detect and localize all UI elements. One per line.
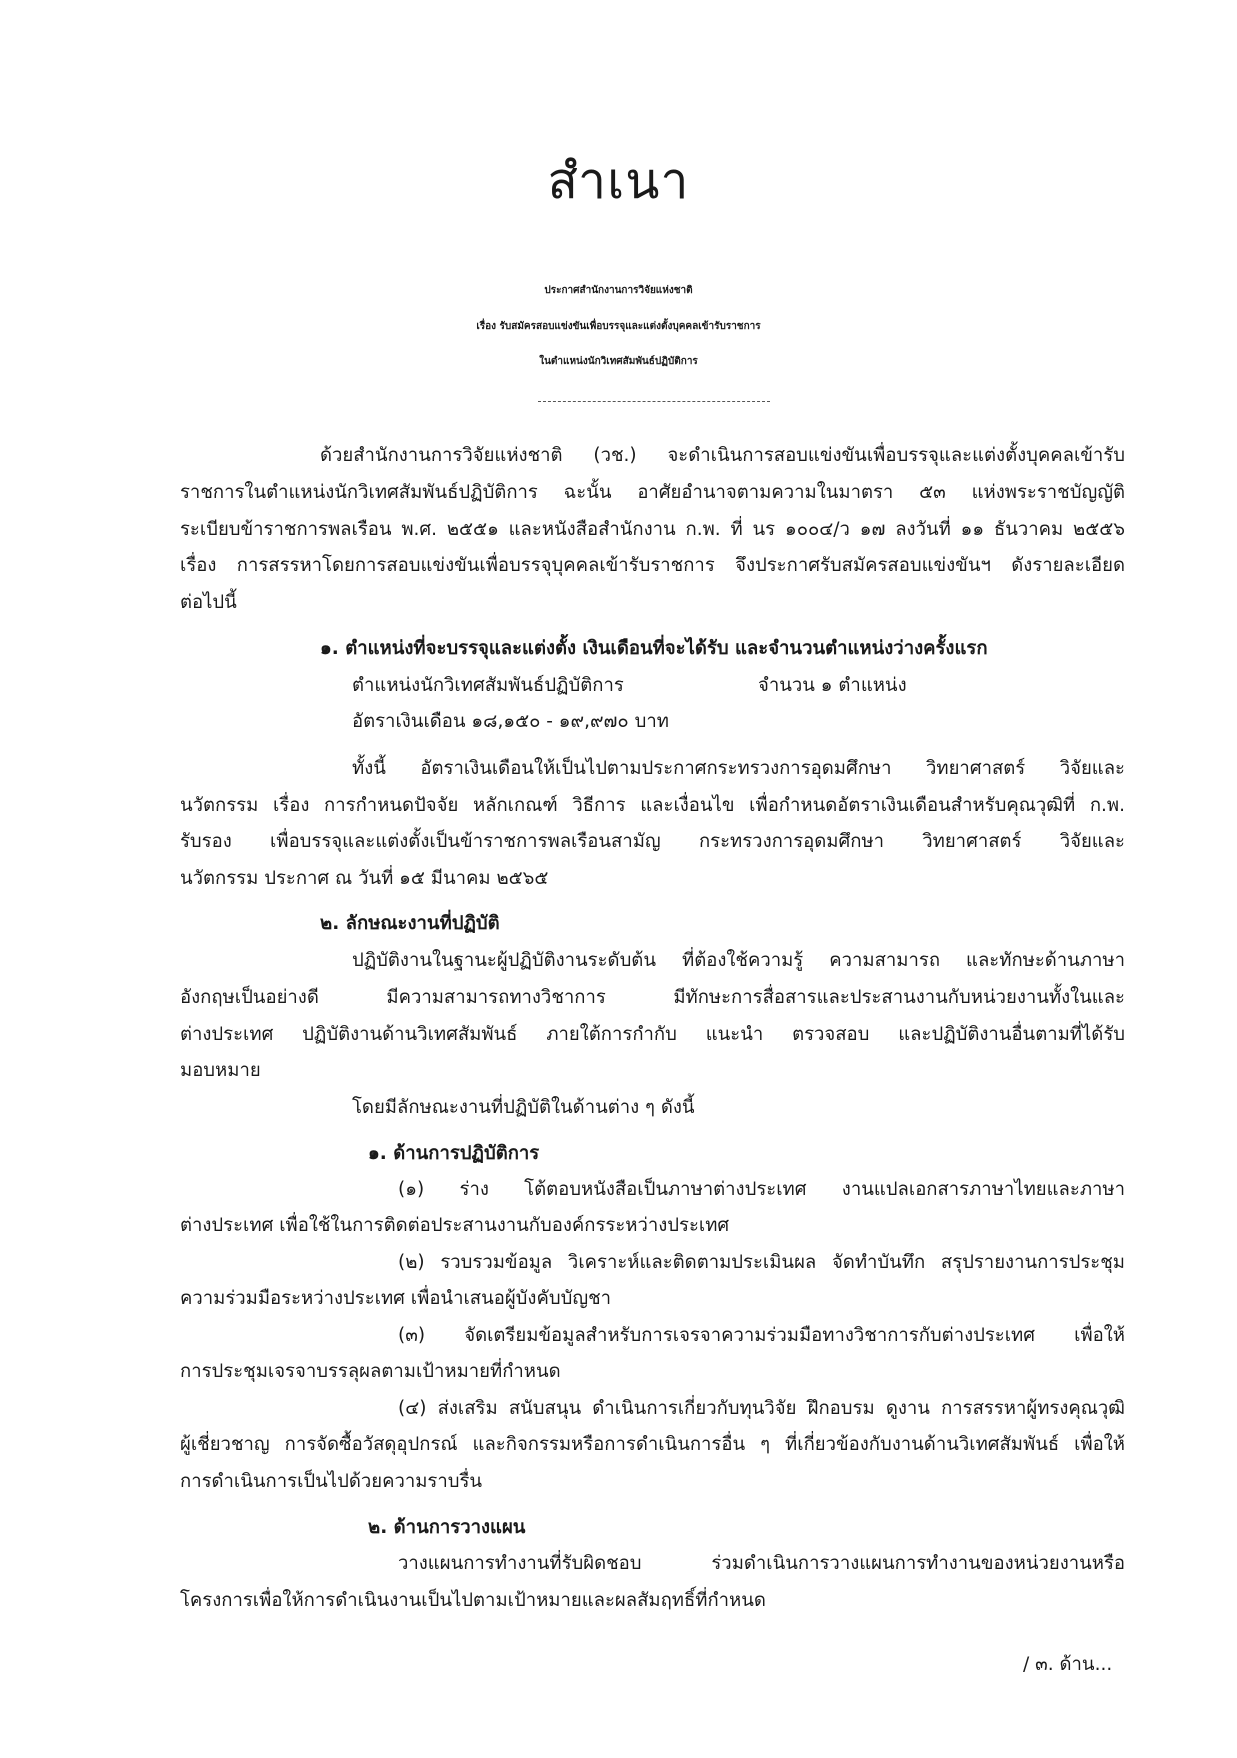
title-divider: [538, 401, 770, 402]
ops-item-2-line-1: (๒) รวบรวมข้อมูล วิเคราะห์และติดตามประเมินผล จัดทำบันทึก สรุปรายงานการประชุม: [398, 1252, 1125, 1273]
salary-note-line-4: นวัตกรรม ประกาศ ณ วันที่ ๑๕ มีนาคม ๒๕๖๕: [180, 868, 549, 889]
continued-marker: / ๓. ด้าน...: [1023, 1654, 1113, 1675]
announcement-subject: เรื่อง รับสมัครสอบแข่งขันเพื่อบรรจุและแต่งตั้งบุคคลเข้ารับราชการ: [476, 321, 761, 332]
copy-stamp: สำเนา: [547, 152, 690, 210]
ops-item-1-line-2: ต่างประเทศ เพื่อใช้ในการติดต่อประสานงานกับองค์กรระหว่างประเทศ: [180, 1215, 730, 1236]
position-count: จำนวน ๑ ตำแหน่ง: [758, 675, 907, 696]
intro-line-3: ระเบียบข้าราชการพลเรือน พ.ศ. ๒๕๕๑ และหนังสือสำนักงาน ก.พ. ที่ นร ๑๐๐๔/ว ๑๗ ลงวันที่ ๑๑ ธันวาคม ๒๕๕๖: [180, 519, 1125, 540]
plan-title: ๒. ด้านการวางแผน: [368, 1517, 526, 1538]
duties-line-3: ต่างประเทศ ปฏิบัติงานด้านวิเทศสัมพันธ์ ภายใต้การกำกับ แนะนำ ตรวจสอบ และปฏิบัติงานอื่นตามที่ได้รับ: [180, 1024, 1125, 1045]
plan-line-2: โครงการเพื่อให้การดำเนินงานเป็นไปตามเป้าหมายและผลสัมฤทธิ์ที่กำหนด: [180, 1590, 766, 1611]
intro-line-1: ด้วยสำนักงานการวิจัยแห่งชาติ (วช.) จะดำเนินการสอบแข่งขันเพื่อบรรจุและแต่งตั้งบุคคลเข้ารับ: [320, 445, 1125, 466]
ops-item-3-line-1: (๓) จัดเตรียมข้อมูลสำหรับการเจรจาความร่วมมือทางวิชาการกับต่างประเทศ เพื่อให้: [398, 1325, 1125, 1346]
ops-item-4-line-3: การดำเนินการเป็นไปด้วยความราบรื่น: [180, 1471, 483, 1492]
duties-line-4: มอบหมาย: [180, 1060, 261, 1081]
plan-line-1: วางแผนการทำงานที่รับผิดชอบ ร่วมดำเนินการวางแผนการทำงานของหน่วยงานหรือ: [398, 1553, 1125, 1574]
duties-intro: โดยมีลักษณะงานที่ปฏิบัติในด้านต่าง ๆ ดังนี้: [352, 1097, 695, 1118]
intro-line-2: ราชการในตำแหน่งนักวิเทศสัมพันธ์ปฏิบัติการ ฉะนั้น อาศัยอำนาจตามความในมาตรา ๕๓ แห่งพระราชบัญญัติ: [180, 482, 1125, 503]
ops-item-4-line-1: (๔) ส่งเสริม สนับสนุน ดำเนินการเกี่ยวกับทุนวิจัย ฝึกอบรม ดูงาน การสรรหาผู้ทรงคุณวุฒิ: [398, 1398, 1125, 1419]
announcement-position: ในตำแหน่งนักวิเทศสัมพันธ์ปฏิบัติการ: [539, 356, 698, 367]
duties-line-2: อังกฤษเป็นอย่างดี มีความสามารถทางวิชาการ มีทักษะการสื่อสารและประสานงานกับหน่วยงานทั้งในและ: [180, 987, 1125, 1008]
salary-note-line-1: ทั้งนี้ อัตราเงินเดือนให้เป็นไปตามประกาศกระทรวงการอุดมศึกษา วิทยาศาสตร์ วิจัยและ: [352, 758, 1125, 779]
salary-note-line-2: นวัตกรรม เรื่อง การกำหนดปัจจัย หลักเกณฑ์ วิธีการ และเงื่อนไข เพื่อกำหนดอัตราเงินเดือนสำหรับคุณวุฒิที่ ก.พ.: [180, 795, 1125, 816]
intro-line-5: ต่อไปนี้: [180, 592, 237, 613]
salary-rate: อัตราเงินเดือน ๑๘,๑๕๐ - ๑๙,๙๗๐ บาท: [352, 711, 669, 732]
announcement-title: ประกาศสำนักงานการวิจัยแห่งชาติ: [544, 285, 693, 296]
ops-item-1-line-1: (๑) ร่าง โต้ตอบหนังสือเป็นภาษาต่างประเทศ งานแปลเอกสารภาษาไทยและภาษา: [398, 1179, 1125, 1200]
ops-item-2-line-2: ความร่วมมือระหว่างประเทศ เพื่อนำเสนอผู้บังคับบัญชา: [180, 1288, 612, 1309]
salary-note-line-3: รับรอง เพื่อบรรจุและแต่งตั้งเป็นข้าราชการพลเรือนสามัญ กระทรวงการอุดมศึกษา วิทยาศาสตร์ วิจัยและ: [180, 831, 1125, 852]
duties-line-1: ปฏิบัติงานในฐานะผู้ปฏิบัติงานระดับต้น ที่ต้องใช้ความรู้ ความสามารถ และทักษะด้านภาษา: [352, 950, 1125, 971]
position-name: ตำแหน่งนักวิเทศสัมพันธ์ปฏิบัติการ: [352, 675, 624, 696]
intro-line-4: เรื่อง การสรรหาโดยการสอบแข่งขันเพื่อบรรจุบุคคลเข้ารับราชการ จึงประกาศรับสมัครสอบแข่งขันฯ ดังรายละเอียด: [180, 555, 1125, 576]
section-2-title: ๒. ลักษณะงานที่ปฏิบัติ: [320, 913, 500, 934]
ops-title: ๑. ด้านการปฏิบัติการ: [368, 1143, 540, 1164]
section-1-title: ๑. ตำแหน่งที่จะบรรจุและแต่งตั้ง เงินเดือนที่จะได้รับ และจำนวนตำแหน่งว่างครั้งแรก: [320, 638, 988, 659]
ops-item-4-line-2: ผู้เชี่ยวชาญ การจัดซื้อวัสดุอุปกรณ์ และกิจกรรมหรือการดำเนินการอื่น ๆ ที่เกี่ยวข้องกับงานด้านวิเทศสัมพันธ์ เพื่อให้: [180, 1434, 1125, 1455]
ops-item-3-line-2: การประชุมเจรจาบรรลุผลตามเป้าหมายที่กำหนด: [180, 1361, 561, 1382]
